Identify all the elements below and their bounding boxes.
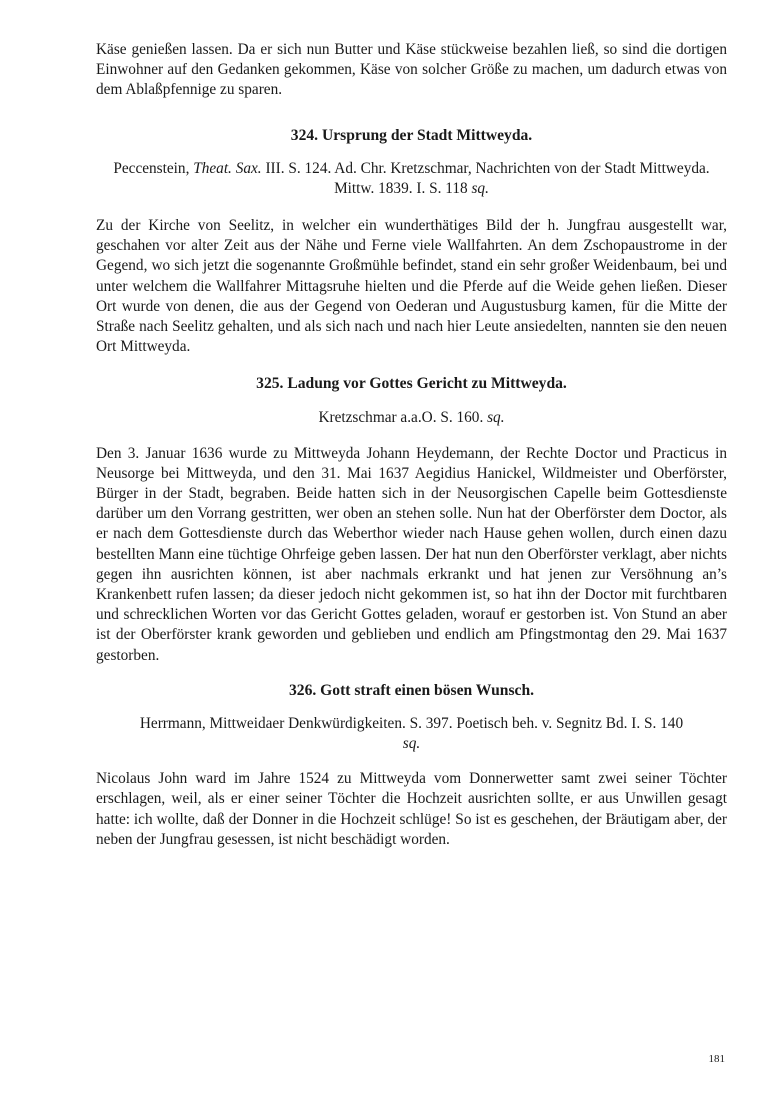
section-body: Nicolaus John ward im Jahre 1524 zu Mittweyda vom Donnerwetter samt zwei seiner Töchter erschlagen, weil, als er einer seiner Töchter die Hochzeit ausrichten sollte, er aus Unwillen gesagt hatte: ich wollte, daß der Donner in die Hochzeit schlüge! So ist es geschehen, der Bräutigam aber, der neben der Jungfrau gesessen, ist nicht beschädigt worden. — [96, 770, 727, 848]
section-body: Zu der Kirche von Seelitz, in welcher ein wunderthätiges Bild der h. Jungfrau ausgestellt war, geschahen vor alter Zeit aus der Nähe und Ferne viele Wallfahrten. An dem Zschopaustrome in der Gegend, wo sich jetzt die sogenannte Großmühle befindet, stand ein sehr großer Weidenbaum, bei und unter welchem die Wallfahrer Mittagsruhe hielten und die Pferde auf die Weide gehen ließen. Dieser Ort wurde von denen, die aus der Gegend von Oederan und Augustusburg kamen, für die Mitte der Straße nach Seelitz gehalten, und als sich nach und nach hier Leute ansiedelten, nannten sie den neuen Ort Mittweyda. — [96, 217, 727, 356]
section-source — [96, 159, 727, 199]
section-title: 326. Gott straft einen bösen Wunsch. — [288, 681, 535, 699]
section-title: 324. Ursprung der Stadt Mittweyda. — [290, 126, 533, 144]
section-325 — [96, 374, 727, 665]
section-source — [96, 408, 727, 428]
source-text: Herrmann, Mittweidaer Denkwürdigkeiten. S. 397. Poetisch beh. v. Segnitz Bd. I. S. 140 — [139, 714, 684, 732]
source-italic: sq. — [487, 409, 505, 427]
intro-paragraph: Käse genießen lassen. Da er sich nun Butter und Käse stückweise bezahlen ließ, so sind die dortigen Einwohner auf den Gedanken gekommen, Käse von solcher Größe zu machen, um dadurch etwas von dem Ablaßpfennige zu sparen. — [96, 41, 727, 99]
section-body: Den 3. Januar 1636 wurde zu Mittweyda Johann Heydemann, der Rechte Doctor und Practicus in Neusorge bei Mittweyda, und den 31. Mai 1637 Aegidius Hanickel, Wildmeister und Oberförster, Bürger in der Stadt, begraben. Beide hatten sich in der Neusorgischen Capelle beim Gottesdienste darüber um den Vorrang gestritten, wer oben an stehen solle. Nun hat der Oberförster dem Doctor, als er nach dem Gottesdienste durch das Weberthor wieder nach Hause gehen wollen, durch einen dazu bestellten Mann eine tüchtige Ohrfeige geben lassen. Der hat nun den Oberförster verklagt, aber nichts gegen ihn ausrichten können, ist aber nachmals erkrankt und hat jenen zur Versöhnung an’s Krankenbett rufen lassen; da dieser jedoch nicht gekommen ist, so hat ihn der Doctor mit furchtbaren und schrecklichen Worten vor das Gericht Gottes geladen, worauf er gestorben ist. Von Stund an aber ist der Oberförster krank geworden und geblieben und endlich am Pfingstmontag den 29. Mai 1637 gestorben. — [96, 444, 727, 664]
page-number: 181 — [708, 1053, 725, 1065]
source-italic: sq. — [471, 179, 489, 197]
source-text: Kretzschmar a.a.O. S. 160. — [318, 409, 488, 427]
source-italic: Theat. Sax. — [193, 159, 262, 177]
section-326 — [96, 681, 727, 850]
source-text: III. S. 124. Ad. Chr. Kretzschmar, Nachrichten von der Stadt Mittweyda. Mittw. 1839. I. S. 118 — [261, 159, 710, 197]
page-content — [96, 40, 727, 850]
section-source — [96, 714, 727, 754]
source-italic: sq. — [402, 735, 421, 753]
section-title: 325. Ladung vor Gottes Gericht zu Mittweyda. — [256, 375, 567, 393]
source-text: Peccenstein, — [113, 159, 194, 177]
section-324 — [96, 126, 727, 358]
